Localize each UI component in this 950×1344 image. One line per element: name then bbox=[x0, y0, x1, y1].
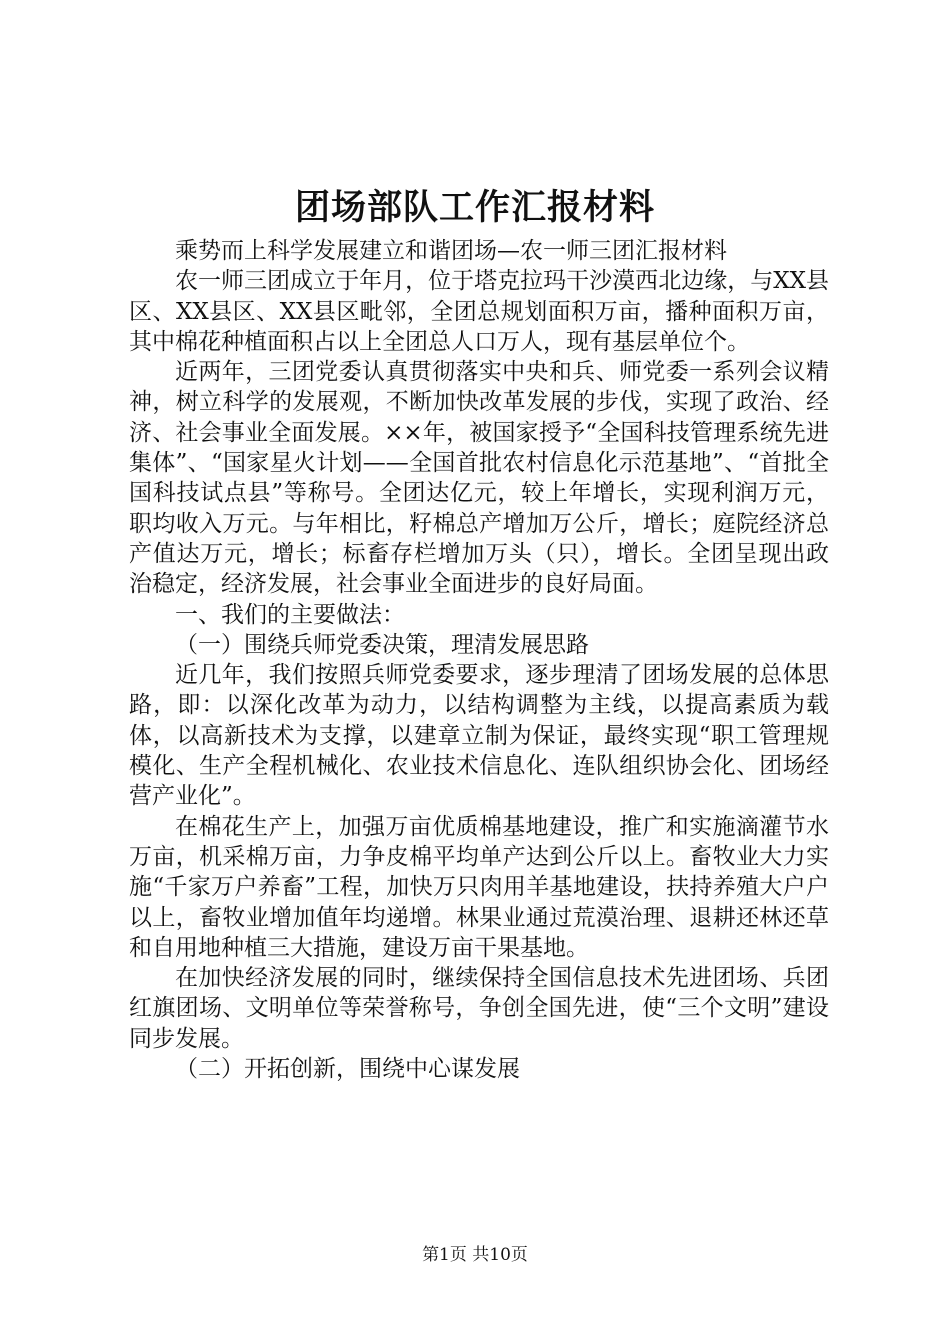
subsection-heading: （一）围绕兵师党委决策，理清发展思路 bbox=[175, 631, 589, 658]
subtitle-paragraph: 乘势而上科学发展建立和谐团场—农一师三团汇报材料 bbox=[175, 238, 727, 264]
paragraph: 近两年，三团党委认真贯彻落实中央和兵、师党委一系列会议精神，树立科学的发展观，不断加快改革发展的步伐，实现了政治、经济、社会事业全面发展。××年，被国家授予“全国科技管理系统先进集体”、“国家星火计划——全国首批农村信息化示范基地”、“首批全国科技试点县”等称号。全团达亿元，较上年增长，实现利润万元，职均收入万元。与年相比，籽棉总产增加万公斤，增长；庭院经济总产值达万元，增长；标畜存栏增加万头（只），增长。全团呈现出政治稳定，经济发展，社会事业全面进步的良好局面。 bbox=[129, 359, 829, 598]
paragraph: 近几年，我们按照兵师党委要求，逐步理清了团场发展的总体思路，即：以深化改革为动力，以结构调整为主线，以提高素质为载体，以高新技术为支撑，以建章立制为保证，最终实现“职工管理规模化、生产全程机械化、农业技术信息化、连队组织协会化、团场经营产业化”。 bbox=[129, 662, 829, 810]
page-footer: 第1页 共10页 bbox=[422, 1245, 528, 1265]
paragraph: 在加快经济发展的同时，继续保持全国信息技术先进团场、兵团红旗团场、文明单位等荣誉称号，争创全国先进，使“三个文明”建设同步发展。 bbox=[129, 965, 829, 1052]
paragraph: 在棉花生产上，加强万亩优质棉基地建设，推广和实施滴灌节水万亩，机采棉万亩，力争皮棉平均单产达到公斤以上。畜牧业大力实施“千家万户养畜”工程，加快万只肉用羊基地建设，扶持养殖大户户以上，畜牧业增加值年均递增。林果业通过荒漠治理、退耕还林还草和自用地种植三大措施，建设万亩干果基地。 bbox=[129, 813, 829, 961]
section-heading: 一、我们的主要做法： bbox=[175, 601, 405, 628]
paragraph: 农一师三团成立于年月，位于塔克拉玛干沙漠西北边缘，与XX县区、XX县区、XX县区毗邻，全团总规划面积万亩，播种面积万亩，其中棉花种植面积占以上全团总人口万人，现有基层单位个。 bbox=[129, 268, 829, 355]
document-title: 团场部队工作汇报材料 bbox=[294, 188, 655, 228]
document-body bbox=[129, 236, 829, 1084]
subsection-heading: （二）开拓创新，围绕中心谋发展 bbox=[175, 1056, 520, 1083]
